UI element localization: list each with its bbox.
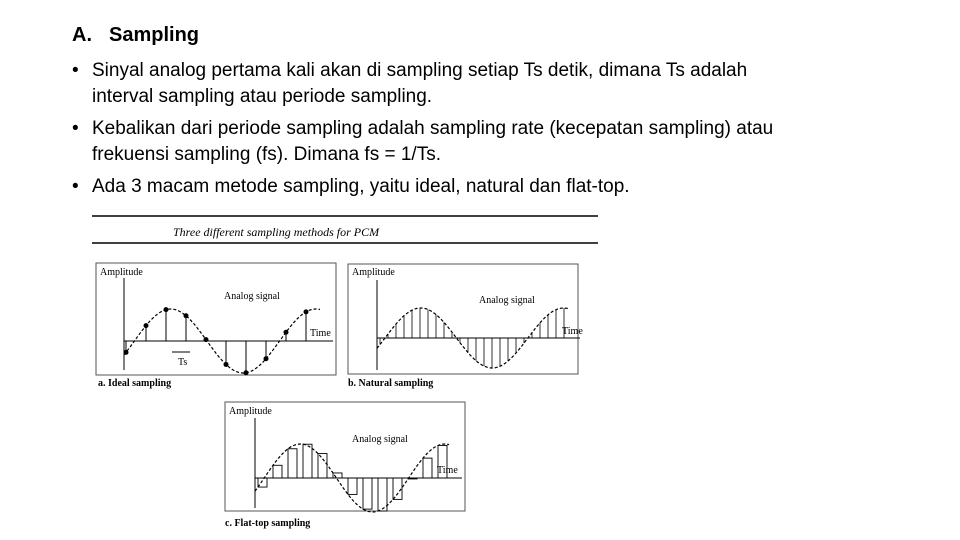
flattop-sample-pulse: [303, 444, 312, 478]
ideal-time-label: Time: [310, 328, 331, 339]
ideal-amplitude-label: Amplitude: [100, 267, 143, 278]
flattop-sample-pulse: [423, 458, 432, 478]
ideal-sample-dot: [144, 323, 149, 328]
bullet-line: frekuensi sampling (fs). Dimana fs = 1/Ts.: [92, 144, 441, 165]
ideal-sample-dot: [244, 370, 249, 375]
flattop-sample-pulse: [363, 478, 372, 509]
bullet-line: Ada 3 macam metode sampling, yaitu ideal, natural dan flat-top.: [92, 176, 630, 197]
natural-caption: b. Natural sampling: [348, 378, 434, 389]
flattop-time-label: Time: [437, 465, 458, 476]
natural-amplitude-label: Amplitude: [352, 267, 395, 278]
flattop-sample-pulse: [288, 449, 297, 478]
section-title: Sampling: [109, 24, 200, 46]
figure-title: Three different sampling methods for PCM: [173, 225, 380, 239]
ideal-sample-dot: [124, 350, 129, 355]
bullet-line: Kebalikan dari periode sampling adalah sampling rate (kecepatan sampling) atau: [92, 118, 774, 139]
flattop-sample-pulse: [273, 465, 282, 478]
natural-time-label: Time: [562, 326, 583, 337]
ideal-sample-dot: [184, 313, 189, 318]
ideal-sample-dot: [164, 307, 169, 312]
bullet-marker: •: [72, 60, 79, 81]
bullet-line: Sinyal analog pertama kali akan di sampling setiap Ts detik, dimana Ts adalah: [92, 60, 748, 81]
flattop-signal-label: Analog signal: [352, 434, 408, 445]
ideal-sample-dot: [284, 330, 289, 335]
flattop-panel-frame: [225, 402, 465, 511]
ideal-caption: a. Ideal sampling: [98, 378, 172, 389]
flattop-sample-pulse: [378, 478, 387, 511]
natural-sampling-panel: [348, 267, 583, 389]
bullet-marker: •: [72, 176, 79, 197]
ideal-sample-dot: [204, 337, 209, 342]
bullet-line: interval sampling atau periode sampling.: [92, 86, 433, 107]
flattop-caption: c. Flat-top sampling: [225, 518, 311, 529]
ideal-sample-dot: [264, 356, 269, 361]
bullet-marker: •: [72, 118, 79, 139]
section-number: A.: [72, 24, 92, 46]
ideal-sample-dot: [304, 309, 309, 314]
flattop-amplitude-label: Amplitude: [229, 406, 272, 417]
ideal-signal-label: Analog signal: [224, 291, 280, 302]
ideal-period-label: Ts: [178, 357, 188, 368]
ideal-sample-dot: [224, 362, 229, 367]
flattop-sample-pulse: [318, 454, 327, 478]
ideal-panel-frame: [96, 263, 336, 375]
natural-signal-label: Analog signal: [479, 295, 535, 306]
flattop-sample-pulse: [348, 478, 357, 494]
ideal-sampling-panel: [98, 267, 333, 389]
